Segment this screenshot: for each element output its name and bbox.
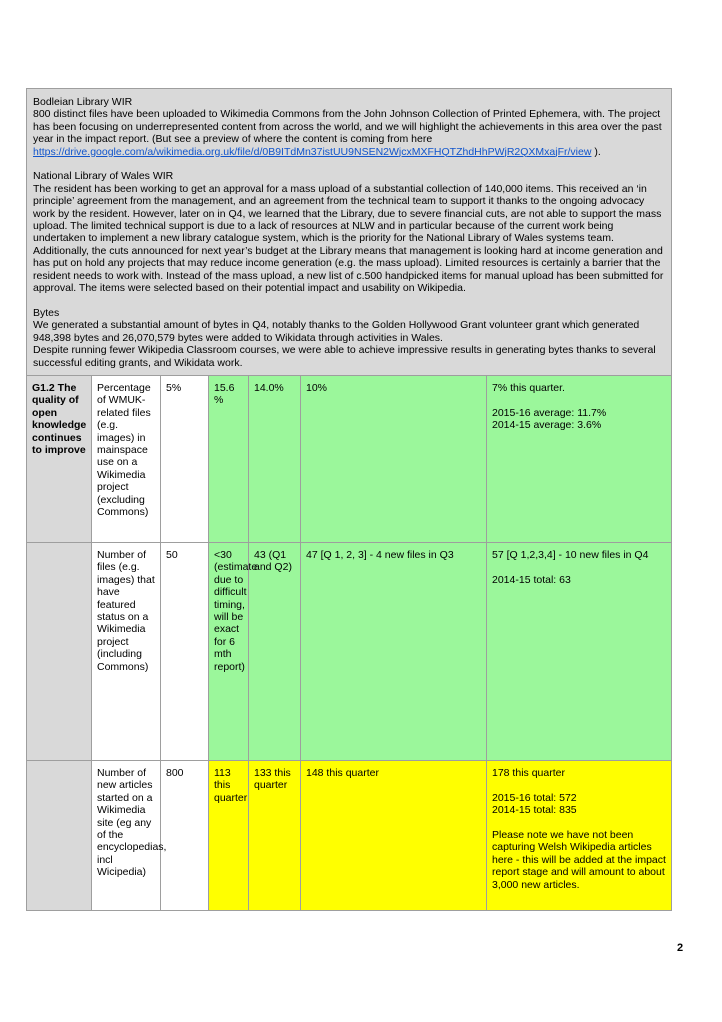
nlw-heading: National Library of Wales WIR [33, 170, 174, 183]
target-cell: 5% [161, 375, 209, 542]
bodleian-heading: Bodleian Library WIR [33, 96, 133, 108]
q3-cell: 148 this quarter [301, 760, 487, 910]
bytes-text-1: We generated a substantial amount of bytes in Q4, notably thanks to the Golden Hollywood Grant volunteer grant which generated 948,398 bytes and 26,070,579 bytes were added to Wikidata through activities in Wales. [33, 319, 640, 344]
impact-table [26, 88, 672, 911]
q1-cell: 113 this quarter [209, 760, 249, 910]
q4-cell [487, 375, 672, 542]
table-row [27, 760, 672, 910]
q4-average-2015: 2015-16 average: 11.7% [492, 406, 607, 419]
q4-summary: 178 this quarter [492, 766, 565, 779]
q4-average-2014: 2014-15 average: 3.6% [492, 419, 602, 432]
bodleian-text-tail: ). [591, 145, 601, 158]
q4-welsh-note: Please note we have not been capturing Welsh Wikipedia articles here - this will be added at the impact report stage and will amount to about 3,000 new articles. [492, 828, 666, 891]
table-row [27, 375, 672, 542]
goal-label-empty [27, 760, 92, 910]
drive-preview-link[interactable]: https://drive.google.com/a/wikimedia.org.uk/file/d/0B9ITdMn37istUU9NSEN2WjcxMXFHQTZhdHhPWjR2QXMxajFr/view [33, 145, 592, 158]
bodleian-text [33, 108, 665, 158]
q4-total-2015: 2015-16 total: 572 [492, 791, 577, 804]
bytes-heading: Bytes [33, 306, 60, 319]
q3-cell: 47 [Q 1, 2, 3] - 4 new files in Q3 [301, 542, 487, 760]
goal-label-empty [27, 542, 92, 760]
bytes-text-2: Despite running fewer Wikipedia Classroom courses, we were able to achieve impressive results in generating bytes thanks to several successful editing grants, and Wikidata work. [33, 344, 656, 369]
measure-cell: Percentage of WMUK-related files (e.g. images) in mainspace use on a Wikimedia project (excluding Commons) [92, 375, 161, 542]
intro-row [27, 89, 672, 376]
target-cell: 50 [161, 542, 209, 760]
q1-cell: <30 (estimate due to difficult timing, will be exact for 6 mth report) [209, 542, 249, 760]
q2-cell: 133 this quarter [249, 760, 301, 910]
q3-cell: 10% [301, 375, 487, 542]
q4-cell [487, 760, 672, 910]
q4-summary: 57 [Q 1,2,3,4] - 10 new files in Q4 [492, 548, 649, 561]
measure-cell: Number of new articles started on a Wikimedia site (eg any of the encyclopedias, incl Wicipedia) [92, 760, 161, 910]
q4-total-2014: 2014-15 total: 835 [492, 804, 577, 817]
q2-cell: 14.0% [249, 375, 301, 542]
q4-summary: 7% this quarter. [492, 381, 565, 394]
q4-total-2014: 2014-15 total: 63 [492, 573, 571, 586]
report-page [26, 88, 671, 911]
bodleian-text-body: 800 distinct files have been uploaded to Wikimedia Commons from the John Johnson Collection of Printed Ephemera, with. The project has been focusing on underrepresented content from across the world, and we will highlight the achievements in this area over the past year in the impact report. (But see a preview of where the content is coming from here [33, 108, 662, 146]
goal-label: G1.2 The quality of open knowledge continues to improve [27, 375, 92, 542]
q1-cell: 15.6 % [209, 375, 249, 542]
page-number: 2 [677, 942, 684, 954]
nlw-text: The resident has been working to get an approval for a mass upload of a substantial collection of 140,000 items. This received an ‘in principle’ agreement from the management, and an agreement from the technical team to support it thanks to the ongoing advocacy work by the resident. However, later on in Q4, we learned that the Library, due to severe financial cuts, are not able to support the mass upload. The limited technical support is due to a lack of resources at NLW and in particular because of the current work being undertaken to implement a new library catalogue system, which is the priority for the National Library of Wales systems team. Additionally, the cuts announced for next year’s budget at the Library means that management is looking hard at income generation and has put on hold any projects that may reduce income generation (e.g. the mass upload). Limited resources is certainly a barrier that the resident needs to work with. Instead of the mass upload, a new list of c.500 handpicked items for manual upload has been submitted for approval. The items were selected based on their potential impact and usability on Wikipedia. [33, 182, 664, 295]
intro-cell [27, 89, 672, 376]
q4-cell [487, 542, 672, 760]
q2-cell: 43 (Q1 and Q2) [249, 542, 301, 760]
target-cell: 800 [161, 760, 209, 910]
measure-cell: Number of files (e.g. images) that have featured status on a Wikimedia project (including Commons) [92, 542, 161, 760]
table-row [27, 542, 672, 760]
